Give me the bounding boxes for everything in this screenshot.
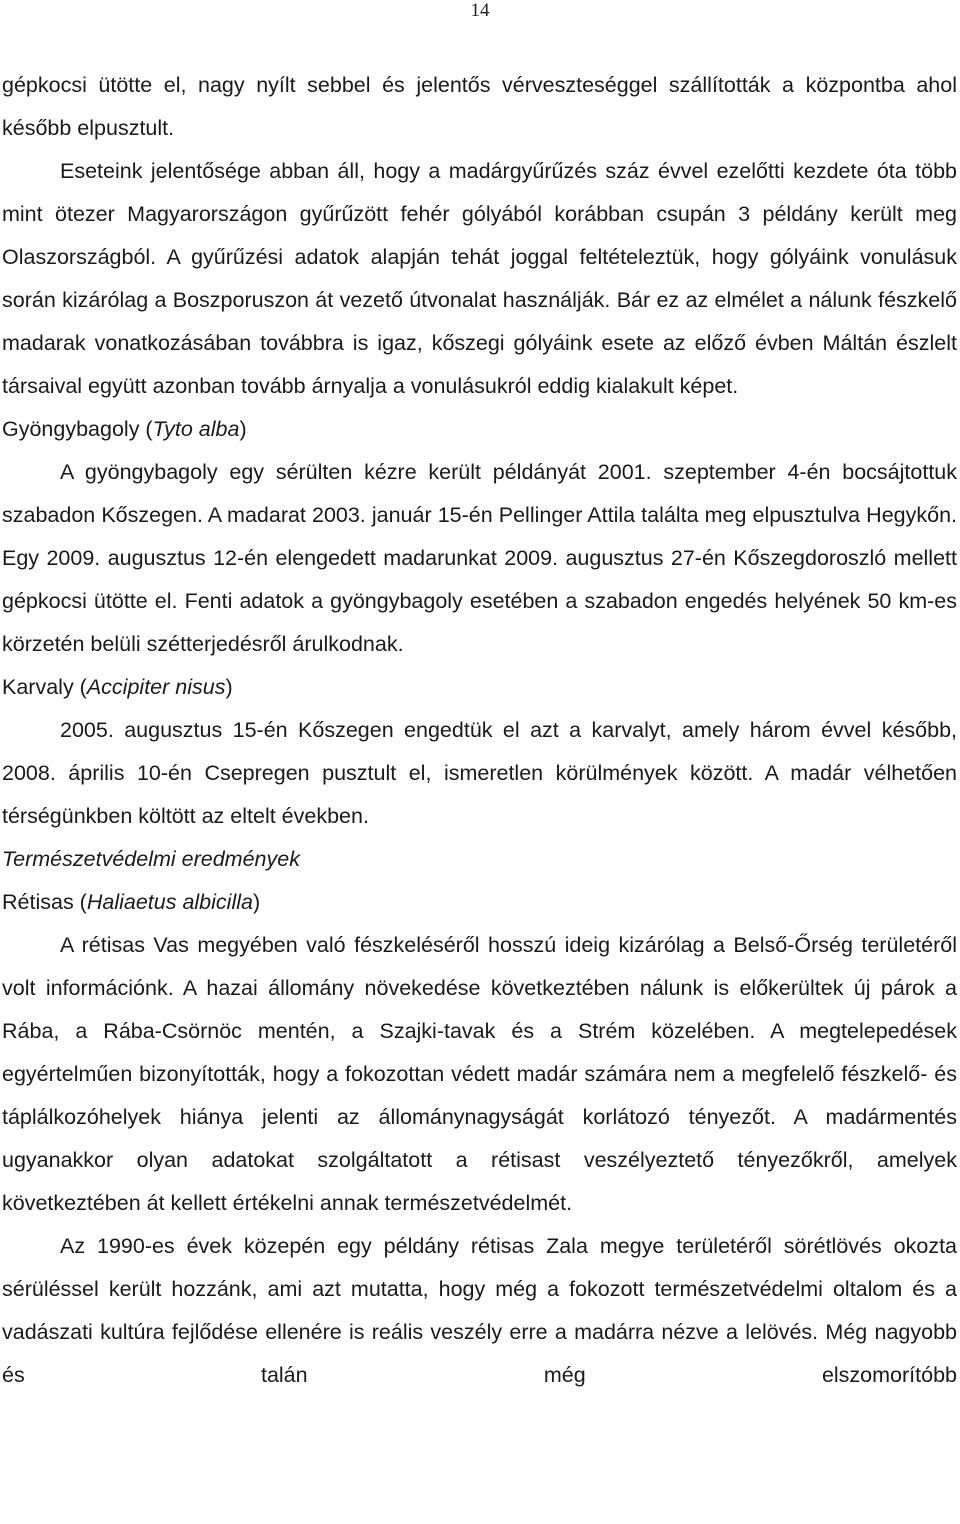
paragraph-eagle-nesting: A rétisas Vas megyében való fészkeléséről hosszú ideig kizárólag a Belső-Őrség területéről volt információnk. A hazai állomány növekedése következtében nálunk is előkerültek új párok a Rába, a Rába-Csörnöc mentén, a Szajki-tavak és a Strém közelében. A megtelepedések egyértelműen bizonyították, hogy a fokozottan védett madár számára nem a megfelelő fészkelő- és táplálkozóhelyek hiánya jelenti az állománynagyságát korlátozó tényezőt. A madármentés ugyanakkor olyan adatokat szolgáltatott a rétisast veszélyeztető tényezőkről, amelyek következtében át kellett értékelni annak természetvédelmét. bbox=[2, 933, 957, 1215]
paragraph-significance: Eseteink jelentősége abban áll, hogy a madárgyűrűzés száz évvel ezelőtti kezdete óta több mint ötezer Magyarországon gyűrűzött fehér gólyából korábban csupán 3 példány került meg Olaszországból. A gyűrűzési adatok alapján tehát joggal feltételeztük, hogy gólyáink vonulásuk során kizárólag a Boszporuszon át vezető útvonalat használják. Bár ez az elmélet a nálunk fészkelő madarak vonatkozásában továbbra is igaz, kőszegi gólyáink esete az előző évben Máltán észlelt társaival együtt azonban tovább árnyalja a vonulásukról eddig kialakult képet. bbox=[2, 159, 957, 398]
paragraph-sparrowhawk: 2005. augusztus 15-én Kőszegen engedtük el azt a karvalyt, amely három évvel később, 2008. április 10-én Csepregen pusztult el, ismeretlen körülmények között. A madár vélhetően térségünkben költött az eltelt években. bbox=[2, 718, 957, 828]
species-name: Rétisas bbox=[2, 890, 74, 914]
species-latin-name: Haliaetus albicilla bbox=[86, 890, 253, 914]
species-latin-name: Accipiter nisus bbox=[86, 675, 226, 699]
species-latin-name: Tyto alba bbox=[152, 417, 240, 441]
heading-barn-owl: Gyöngybagoly (Tyto alba) bbox=[2, 417, 247, 441]
species-name: Gyöngybagoly bbox=[2, 417, 140, 441]
paragraph-eagle-shooting: Az 1990-es évek közepén egy példány rétisas Zala megye területéről sörétlövés okozta sérüléssel került hozzánk, ami azt mutatta, hogy még a fokozott természetvédelmi oltalom és a vadászati kultúra fejlődése ellenére is reális veszély erre a madárra nézve a lelövés. Még nagyobb és talán még elszomorítóbb bbox=[2, 1234, 957, 1387]
paragraph-continuation: gépkocsi ütötte el, nagy nyílt sebbel és jelentős vérveszteséggel szállították a központba ahol később elpusztult. bbox=[2, 73, 957, 140]
page-number: 14 bbox=[470, 0, 490, 21]
document-body bbox=[2, 64, 957, 1397]
heading-white-tailed-eagle: Rétisas (Haliaetus albicilla) bbox=[2, 890, 261, 914]
heading-sparrowhawk: Karvaly (Accipiter nisus) bbox=[2, 675, 233, 699]
section-heading-conservation: Természetvédelmi eredmények bbox=[2, 847, 300, 871]
paragraph-barn-owl: A gyöngybagoly egy sérülten kézre került példányát 2001. szeptember 4-én bocsájtottuk szabadon Kőszegen. A madarat 2003. január 15-én Pellinger Attila találta meg elpusztulva Hegykőn. Egy 2009. augusztus 12-én elengedett madarunkat 2009. augusztus 27-én Kőszegdoroszló mellett gépkocsi ütötte el. Fenti adatok a gyöngybagoly esetében a szabadon engedés helyének 50 km-es körzetén belüli szétterjedésről árulkodnak. bbox=[2, 460, 957, 656]
species-name: Karvaly bbox=[2, 675, 74, 699]
